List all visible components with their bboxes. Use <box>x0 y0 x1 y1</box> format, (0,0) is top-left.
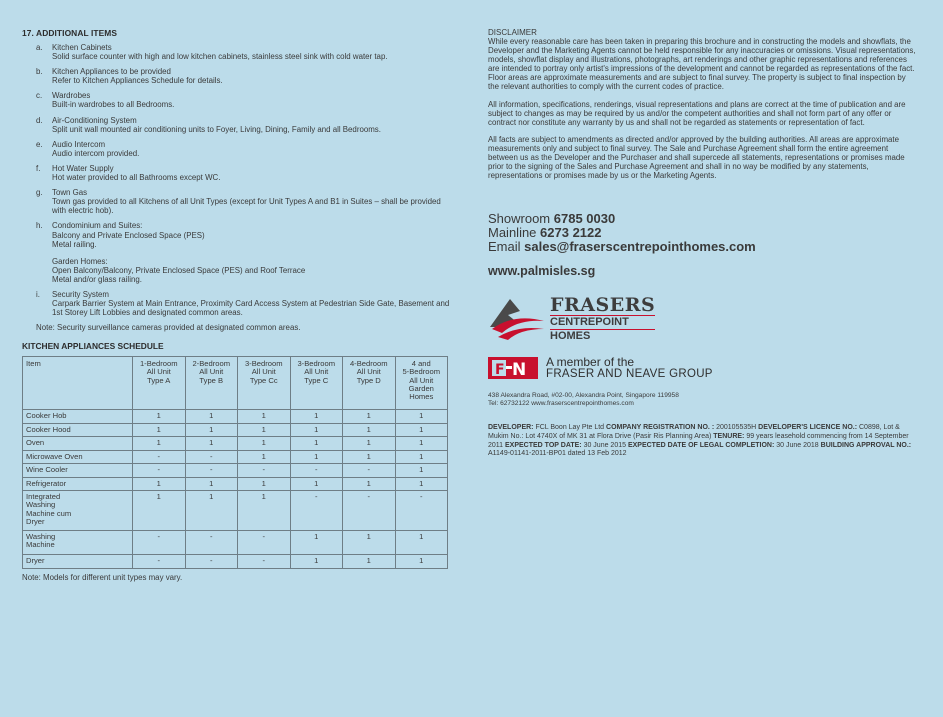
table-cell: 1 <box>395 410 448 424</box>
fn-logo-icon <box>488 357 538 379</box>
brand-line2: CENTREPOINT <box>550 315 655 330</box>
table-cell: 1 <box>133 437 186 451</box>
table-row <box>23 491 448 531</box>
table-cell: 1 <box>395 464 448 478</box>
right-column <box>488 28 918 459</box>
table-cell: 1 <box>343 410 396 424</box>
table-cell: 1 <box>395 423 448 437</box>
disclaimer-title: DISCLAIMER <box>488 28 537 37</box>
legal-label: DEVELOPER: <box>488 424 534 432</box>
item-heading: Kitchen Appliances to be provided <box>52 67 171 77</box>
table-cell: - <box>238 555 291 569</box>
table-header-row <box>23 357 448 410</box>
item-body <box>52 67 452 85</box>
brand-line1: FRASERS <box>550 294 656 317</box>
website-link[interactable]: www.palmisles.sg <box>488 264 596 279</box>
item-body <box>52 188 452 215</box>
item-extra-text: Open Balcony/Balcony, Private Enclosed Space (PES) and Roof Terrace Metal and/or glass railing. <box>52 265 306 284</box>
fn-group-block <box>488 356 918 380</box>
table-cell: 1 <box>343 437 396 451</box>
email-label: Email <box>488 239 521 255</box>
list-item <box>22 116 452 134</box>
table-cell: - <box>238 464 291 478</box>
frasers-centrepoint-logo <box>488 296 918 342</box>
table-cell: 1 <box>290 450 343 464</box>
table-cell: Cooker Hood <box>23 423 133 437</box>
table-cell: 1 <box>133 423 186 437</box>
table-cell: 1 <box>395 477 448 491</box>
table-cell: - <box>133 531 186 555</box>
disclaimer-paragraph: All information, specifications, renderings, visual representations and plans are correct at the time of publication and are subject to changes as may be required by us and/or the competent authorities and shall not form part of any offer or contract nor constitute any warranty by us and shall not be regarded as statements or representation of fact. <box>488 99 906 127</box>
list-item <box>22 164 452 182</box>
table-cell: - <box>395 491 448 531</box>
security-note: Note: Security surveillance cameras provided at designated common areas. <box>36 323 301 333</box>
table-header-cell: 4-Bedroom All Unit Type D <box>343 357 396 410</box>
table-cell: Microwave Oven <box>23 450 133 464</box>
table-cell: - <box>290 491 343 531</box>
frasers-swoosh-icon <box>488 297 546 341</box>
item-body <box>52 221 452 284</box>
table-row <box>23 423 448 437</box>
table-cell: - <box>343 491 396 531</box>
item-heading: Condominium and Suites: <box>52 221 143 231</box>
item-text: Solid surface counter with high and low kitchen cabinets, stainless steel sink with cold water tap. <box>52 52 388 62</box>
table-header-cell: Item <box>23 357 133 410</box>
item-body <box>52 140 452 158</box>
item-marker: f. <box>36 163 41 173</box>
table-cell: Oven <box>23 437 133 451</box>
schedule-title: KITCHEN APPLIANCES SCHEDULE <box>22 341 164 352</box>
item-text: Hot water provided to all Bathrooms except WC. <box>52 173 221 183</box>
legal-label: COMPANY REGISTRATION NO. : <box>606 424 715 432</box>
item-heading: Wardrobes <box>52 91 91 101</box>
list-item <box>22 188 452 215</box>
list-item <box>22 221 452 284</box>
item-body <box>52 290 452 317</box>
email-line <box>488 240 918 254</box>
mainline-line <box>488 226 918 240</box>
table-cell: Cooker Hob <box>23 410 133 424</box>
item-heading: Town Gas <box>52 188 88 198</box>
table-cell: 1 <box>290 555 343 569</box>
table-cell: Integrated Washing Machine cum Dryer <box>23 491 133 531</box>
mainline-label: Mainline <box>488 225 537 241</box>
item-text: Split unit wall mounted air conditioning units to Foyer, Living, Dining, Family and all Bedrooms. <box>52 124 381 134</box>
table-cell: 1 <box>395 555 448 569</box>
list-item <box>22 290 452 317</box>
additional-items-list <box>22 43 452 317</box>
legal-label: EXPECTED DATE OF LEGAL COMPLETION: <box>627 441 775 449</box>
address-line: 438 Alexandra Road, #02-00, Alexandra Point, Singapore 119958 <box>488 392 679 400</box>
table-header-cell: 1-Bedroom All Unit Type A <box>133 357 186 410</box>
table-cell: - <box>343 464 396 478</box>
item-body <box>52 164 452 182</box>
table-cell: - <box>133 450 186 464</box>
table-cell: 1 <box>238 450 291 464</box>
table-cell: 1 <box>343 423 396 437</box>
disclaimer-paragraph: While every reasonable care has been taken in preparing this brochure and in constructing the models and showflats, the Developer and the Marketing Agents cannot be held responsible for any inaccuracies or omissions. Visual representations, models, showflat display and illustrations, photographs, art renderings and other graphic representations and references are intended to portray only artist's impressions of the development and cannot be regarded as representations of the fact. Floor areas are approximate measurements and are subject to final survey. The property is subject to final inspection by the relevant authorities to comply with the current codes of practice. <box>488 37 916 92</box>
legal-value: 99 years leasehold commencing from 14 September 2011 <box>488 432 909 449</box>
item-text: Refer to Kitchen Appliances Schedule for details. <box>52 76 223 86</box>
table-cell: 1 <box>133 410 186 424</box>
list-item <box>22 67 452 85</box>
legal-info <box>488 424 918 458</box>
item-heading: Air-Conditioning System <box>52 115 137 125</box>
showroom-number: 6785 0030 <box>553 211 616 227</box>
table-header-cell: 3-Bedroom All Unit Type Cc <box>238 357 291 410</box>
table-cell: 1 <box>343 531 396 555</box>
table-header-cell: 3-Bedroom All Unit Type C <box>290 357 343 410</box>
item-marker: i. <box>36 289 40 299</box>
legal-label: DEVELOPER'S LICENCE NO.: <box>758 424 858 432</box>
table-cell: Wine Cooler <box>23 464 133 478</box>
table-cell: 1 <box>238 410 291 424</box>
table-cell: 1 <box>290 477 343 491</box>
table-row <box>23 450 448 464</box>
legal-value: A1149-01141-2011-BP01 dated 13 Feb 2012 <box>488 450 627 458</box>
table-cell: - <box>185 464 238 478</box>
item-body <box>52 43 452 61</box>
legal-value: 30 June 2018 <box>774 441 821 449</box>
table-cell: 1 <box>290 410 343 424</box>
table-cell: 1 <box>185 423 238 437</box>
legal-label: BUILDING APPROVAL NO.: <box>820 441 912 449</box>
item-heading: Security System <box>52 289 110 299</box>
table-cell: - <box>238 531 291 555</box>
contact-block <box>488 212 918 254</box>
item-body <box>52 91 452 109</box>
item-marker: e. <box>36 139 43 149</box>
item-text: Balcony and Private Enclosed Space (PES) Metal railing. <box>52 230 205 249</box>
table-cell: 1 <box>185 410 238 424</box>
table-cell: 1 <box>238 423 291 437</box>
item-marker: b. <box>36 67 43 77</box>
item-text: Built-in wardrobes to all Bedrooms. <box>52 100 175 110</box>
showroom-label: Showroom <box>488 211 551 227</box>
svg-text:F: F <box>495 362 505 379</box>
member-line2: FRASER AND NEAVE GROUP <box>546 368 713 381</box>
table-cell: 1 <box>185 477 238 491</box>
table-cell: 1 <box>185 491 238 531</box>
legal-value: 30 June 2015 <box>581 441 628 449</box>
item-marker: c. <box>36 91 43 101</box>
table-row <box>23 555 448 569</box>
list-item <box>22 91 452 109</box>
table-cell: 1 <box>343 450 396 464</box>
legal-label: EXPECTED TOP DATE: <box>505 441 582 449</box>
table-row <box>23 531 448 555</box>
item-text: Town gas provided to all Kitchens of all Unit Types (except for Unit Types A and B1 in Suites – shall be provided with electric hob). <box>52 197 441 216</box>
table-row <box>23 437 448 451</box>
disclaimer-paragraphs <box>488 37 918 180</box>
table-cell: - <box>185 450 238 464</box>
table-cell: 1 <box>395 450 448 464</box>
item-heading: Hot Water Supply <box>52 163 114 173</box>
table-row <box>23 477 448 491</box>
table-cell: 1 <box>343 555 396 569</box>
item-body <box>52 116 452 134</box>
list-item <box>22 140 452 158</box>
table-header-cell: 2-Bedroom All Unit Type B <box>185 357 238 410</box>
item-heading: Audio Intercom <box>52 139 106 149</box>
table-cell: 1 <box>133 477 186 491</box>
table-cell: - <box>290 464 343 478</box>
table-cell: 1 <box>185 437 238 451</box>
table-cell: 1 <box>238 491 291 531</box>
tel-line: Tel: 62732122 www.fraserscentrepointhomes.com <box>488 400 634 408</box>
item-extra-heading: Garden Homes: <box>52 256 108 266</box>
item-text: Audio intercom provided. <box>52 148 140 158</box>
item-marker: d. <box>36 115 43 125</box>
table-cell: Refrigerator <box>23 477 133 491</box>
showroom-line <box>488 212 918 226</box>
item-marker: h. <box>36 221 43 231</box>
table-cell: Dryer <box>23 555 133 569</box>
left-column <box>22 28 452 582</box>
item-extra <box>52 257 452 284</box>
table-cell: 1 <box>238 437 291 451</box>
legal-value: C0898, Lot & Mukim No.: Lot 4740X of MK 31 at Flora Drive (Pasir Ris Planning Area) <box>488 424 900 440</box>
table-row <box>23 464 448 478</box>
table-cell: 1 <box>290 423 343 437</box>
table-cell: - <box>185 531 238 555</box>
table-cell: 1 <box>343 477 396 491</box>
table-cell: 1 <box>238 477 291 491</box>
brand-line3: HOMES <box>550 330 591 343</box>
table-cell: 1 <box>133 491 186 531</box>
legal-value: FCL Boon Lay Pte Ltd <box>533 424 607 432</box>
item-text: Carpark Barrier System at Main Entrance, Proximity Card Access System at Pedestrian Side Gate, Basement and 1st Storey Lift Lobbies and designated common areas. <box>52 299 450 318</box>
kitchen-appliances-table <box>22 356 448 569</box>
table-row <box>23 410 448 424</box>
table-cell: Washing Machine <box>23 531 133 555</box>
member-line1: A member of the <box>546 355 635 370</box>
additional-items-title: 17. ADDITIONAL ITEMS <box>22 28 118 38</box>
item-marker: a. <box>36 43 43 52</box>
disclaimer-paragraph: All facts are subject to amendments as directed and/or approved by the building authorities. All areas are approximate measurements only and subject to final survey. The Sale and Purchase Agreement shall form the entire agreement between us as the Developer and the Purchaser and shall supercede all statements, representations or promises made prior to the signing of the Sales and Purchase Agreement and shall in no way be modified by any statements, representations or promises made by us or the Marketing Agents. <box>488 134 905 181</box>
email-link[interactable]: sales@fraserscentrepointhomes.com <box>524 239 756 255</box>
address-block <box>488 392 918 408</box>
table-cell: 1 <box>290 437 343 451</box>
table-cell: - <box>185 555 238 569</box>
legal-value: 200105535H <box>714 424 759 432</box>
mainline-number: 6273 2122 <box>540 225 602 241</box>
table-header-cell: 4 and 5-Bedroom All Unit Garden Homes <box>395 357 448 410</box>
table-cell: - <box>133 464 186 478</box>
legal-label: TENURE: <box>713 432 745 440</box>
list-item <box>22 43 452 61</box>
table-body <box>23 410 448 569</box>
item-marker: g. <box>36 188 43 198</box>
table-cell: - <box>133 555 186 569</box>
table-cell: 1 <box>395 437 448 451</box>
svg-text:N: N <box>512 360 527 380</box>
schedule-note: Note: Models for different unit types may vary. <box>22 572 183 582</box>
table-cell: 1 <box>290 531 343 555</box>
table-cell: 1 <box>395 531 448 555</box>
item-heading: Kitchen Cabinets <box>52 43 112 52</box>
